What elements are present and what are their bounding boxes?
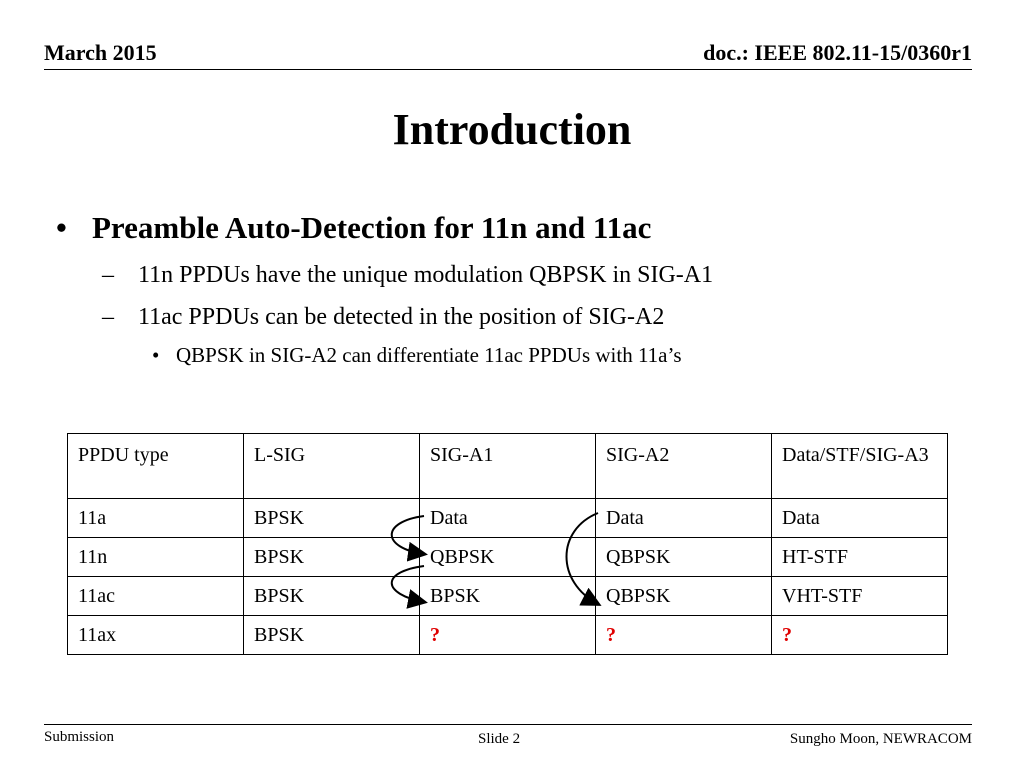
footer-author: Sungho Moon, NEWRACOM bbox=[789, 731, 972, 747]
bullet-sub-2 bbox=[102, 304, 664, 331]
bullet-main-text: Preamble Auto-Detection for 11n and 11ac bbox=[92, 210, 652, 245]
table-row bbox=[68, 616, 948, 655]
table-cell: BPSK bbox=[244, 577, 420, 616]
table-header-cell: SIG-A1 bbox=[420, 434, 596, 499]
table-cell: BPSK bbox=[244, 538, 420, 577]
bullet-sub-3-text: QBPSK in SIG-A2 can differentiate 11ac PPDUs with 11a’s bbox=[176, 343, 682, 367]
table-header-cell: L-SIG bbox=[244, 434, 420, 499]
dash-mark: – bbox=[102, 262, 114, 288]
table-cell: Data bbox=[772, 499, 948, 538]
unknown-value-cell: ? bbox=[596, 616, 772, 655]
table-cell: QBPSK bbox=[420, 538, 596, 577]
dash-mark: – bbox=[102, 304, 114, 330]
bullet-sub-3 bbox=[152, 343, 682, 368]
table-cell: 11ax bbox=[68, 616, 244, 655]
unknown-value-cell: ? bbox=[420, 616, 596, 655]
footer-divider bbox=[44, 724, 972, 725]
table-header-row bbox=[68, 434, 948, 499]
unknown-value-cell: ? bbox=[772, 616, 948, 655]
bullet-main bbox=[56, 210, 651, 246]
header-divider bbox=[44, 69, 972, 70]
bullet-mark: • bbox=[152, 343, 160, 367]
header-doc-id: doc.: IEEE 802.11-15/0360r1 bbox=[703, 40, 972, 65]
table-row bbox=[68, 538, 948, 577]
table-cell: 11n bbox=[68, 538, 244, 577]
footer-slide-number: Slide 2 bbox=[478, 731, 521, 747]
table-row bbox=[68, 577, 948, 616]
table-cell: Data bbox=[420, 499, 596, 538]
table-cell: 11ac bbox=[68, 577, 244, 616]
table-cell: VHT-STF bbox=[772, 577, 948, 616]
table-header-cell: SIG-A2 bbox=[596, 434, 772, 499]
bullet-sub-2-text: 11ac PPDUs can be detected in the position of SIG-A2 bbox=[138, 304, 665, 330]
bullet-sub-1 bbox=[102, 262, 713, 289]
table-row bbox=[68, 499, 948, 538]
header-date: March 2015 bbox=[44, 40, 157, 65]
bullet-mark: • bbox=[56, 210, 67, 245]
table-cell: QBPSK bbox=[596, 538, 772, 577]
table-cell: Data bbox=[596, 499, 772, 538]
footer-submission: Submission bbox=[44, 729, 115, 745]
table-cell: HT-STF bbox=[772, 538, 948, 577]
table-cell: 11a bbox=[68, 499, 244, 538]
table-header-cell: Data/STF/SIG-A3 bbox=[772, 434, 948, 499]
table-cell: QBPSK bbox=[596, 577, 772, 616]
bullet-sub-1-text: 11n PPDUs have the unique modulation QBPSK in SIG-A1 bbox=[138, 262, 714, 288]
table-cell: BPSK bbox=[244, 616, 420, 655]
slide-title: Introduction bbox=[392, 105, 632, 154]
table-header-cell: PPDU type bbox=[68, 434, 244, 499]
ppdu-table bbox=[67, 433, 948, 655]
table-cell: BPSK bbox=[244, 499, 420, 538]
table-cell: BPSK bbox=[420, 577, 596, 616]
